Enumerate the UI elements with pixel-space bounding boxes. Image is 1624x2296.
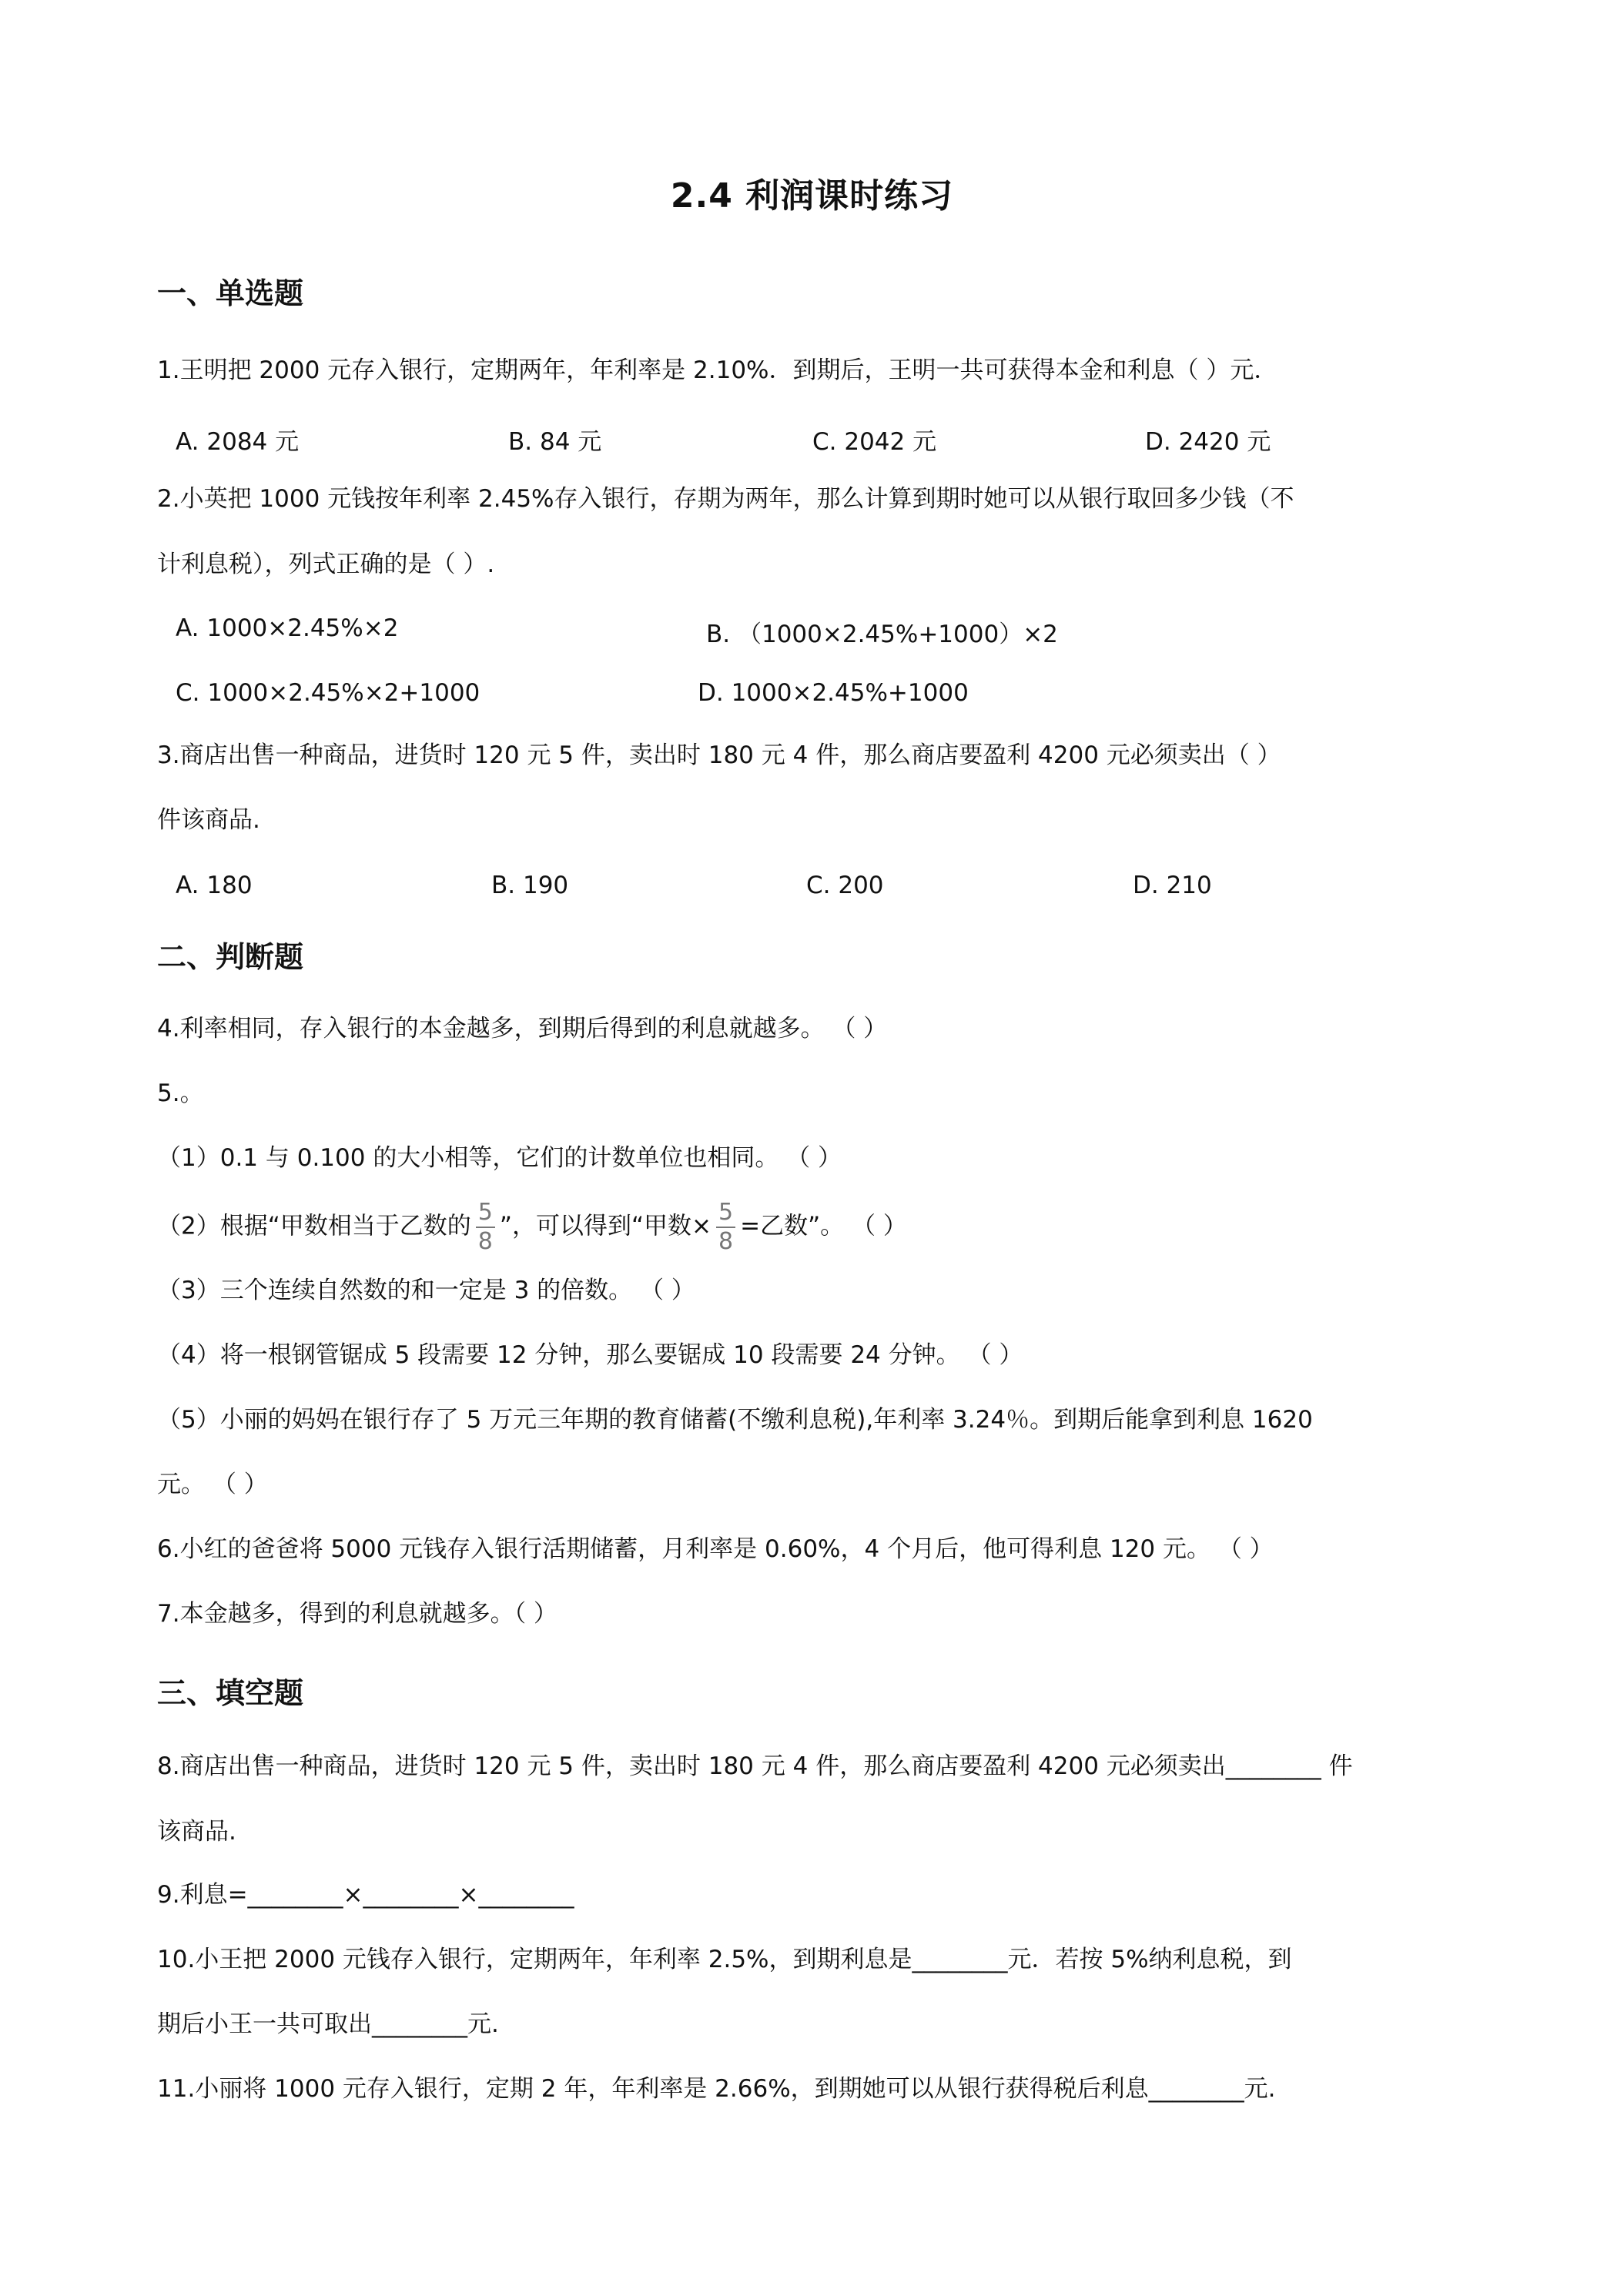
question-11: 11.小丽将 1000 元存入银行，定期 2 年，年利率是 2.66%，到期她可以从银行获得税后利息________元. bbox=[157, 2075, 1276, 2103]
question-2-option-b: B. （1000×2.45%+1000）×2 bbox=[706, 621, 1058, 648]
question-10-line-2: 期后小王一共可取出________元. bbox=[157, 2010, 499, 2038]
question-2-stem-line-2: 计利息税），列式正确的是（ ）. bbox=[157, 551, 495, 578]
question-1-option-a: A. 2084 元 bbox=[176, 428, 300, 456]
question-3-option-a: A. 180 bbox=[176, 872, 253, 899]
question-10-line-1: 10.小王把 2000 元钱存入银行，定期两年，年利率 2.5%，到期利息是________元．若按 5%纳利息税，到 bbox=[157, 1946, 1292, 1973]
question-6: 6.小红的爸爸将 5000 元钱存入银行活期储蓄，月利率是 0.60%，4 个月后，他可得利息 120 元。 （ ） bbox=[157, 1535, 1274, 1563]
question-5-heading: 5.。 bbox=[157, 1079, 204, 1107]
question-3-option-c: C. 200 bbox=[806, 872, 884, 899]
question-8-line-1: 8.商店出售一种商品，进货时 120 元 5 件，卖出时 180 元 4 件，那么商店要盈利 4200 元必须卖出________ 件 bbox=[157, 1752, 1353, 1780]
question-5-part-1: （1）0.1 与 0.100 的大小相等，它们的计数单位也相同。 （ ） bbox=[157, 1144, 842, 1172]
section-heading-fill-in: 三、填空题 bbox=[157, 1676, 304, 1710]
fraction-five-eighths bbox=[476, 1201, 495, 1253]
section-heading-single-choice: 一、单选题 bbox=[157, 276, 304, 310]
question-5-part-2-text-mid: ”，可以得到“甲数× bbox=[499, 1212, 712, 1240]
question-7: 7.本金越多，得到的利息就越多。（ ） bbox=[157, 1600, 558, 1628]
question-1-option-d: D. 2420 元 bbox=[1145, 428, 1271, 456]
question-8-line-2: 该商品. bbox=[157, 1818, 236, 1846]
question-9: 9.利息=________×________×________ bbox=[157, 1881, 574, 1909]
question-3-option-b: B. 190 bbox=[491, 872, 569, 899]
question-2-option-c: C. 1000×2.45%×2+1000 bbox=[176, 679, 481, 707]
fraction-numerator: 5 bbox=[477, 1199, 493, 1226]
fraction-denominator: 8 bbox=[477, 1228, 493, 1255]
question-5-part-5-line-1: （5）小丽的妈妈在银行存了 5 万元三年期的教育储蓄(不缴利息税),年利率 3.24％。到期后能拿到利息 1620 bbox=[157, 1406, 1313, 1434]
question-5-part-2 bbox=[157, 1201, 907, 1253]
fraction-denominator: 8 bbox=[718, 1228, 734, 1255]
question-2-option-a: A. 1000×2.45%×2 bbox=[176, 614, 399, 642]
question-5-part-2-text-post: =乙数”。 （ ） bbox=[740, 1212, 907, 1240]
question-2-stem-line-1: 2.小英把 1000 元钱按年利率 2.45%存入银行，存期为两年，那么计算到期时她可以从银行取回多少钱（不 bbox=[157, 485, 1294, 513]
page-title: 2.4 利润课时练习 bbox=[670, 176, 954, 216]
fraction-five-eighths bbox=[716, 1201, 735, 1253]
question-3-stem-line-1: 3.商店出售一种商品，进货时 120 元 5 件，卖出时 180 元 4 件，那么商店要盈利 4200 元必须卖出（ ） bbox=[157, 741, 1281, 769]
question-3-option-d: D. 210 bbox=[1133, 872, 1212, 899]
question-1-option-b: B. 84 元 bbox=[508, 428, 602, 456]
question-2-option-d: D. 1000×2.45%+1000 bbox=[698, 679, 969, 707]
question-4: 4.利率相同，存入银行的本金越多，到期后得到的利息就越多。 （ ） bbox=[157, 1015, 888, 1043]
section-heading-true-false: 二、判断题 bbox=[157, 940, 304, 974]
question-5-part-5-line-2: 元。 （ ） bbox=[157, 1471, 268, 1498]
fraction-numerator: 5 bbox=[718, 1199, 734, 1226]
question-5-part-2-text-pre: （2）根据“甲数相当于乙数的 bbox=[157, 1212, 471, 1240]
question-1-stem: 1.王明把 2000 元存入银行，定期两年，年利率是 2.10%．到期后，王明一共可获得本金和利息（ ）元． bbox=[157, 356, 1278, 384]
question-5-part-4: （4）将一根钢管锯成 5 段需要 12 分钟，那么要锯成 10 段需要 24 分钟。 （ ） bbox=[157, 1341, 1023, 1369]
question-3-stem-line-2: 件该商品. bbox=[157, 806, 260, 834]
question-5-part-3: （3）三个连续自然数的和一定是 3 的倍数。 （ ） bbox=[157, 1277, 695, 1304]
question-1-option-c: C. 2042 元 bbox=[812, 428, 937, 456]
